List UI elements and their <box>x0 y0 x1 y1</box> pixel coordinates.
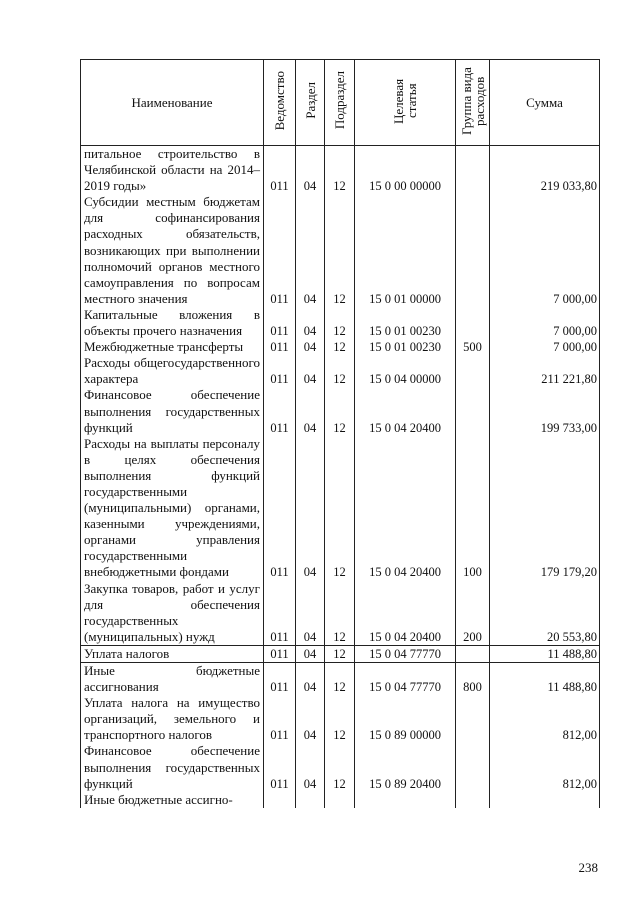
cell-name: Иные бюджетные ассигно- <box>81 792 264 808</box>
cell-vedomstvo: 011 <box>264 743 296 791</box>
table-row <box>81 695 600 743</box>
cell-summa: 812,00 <box>490 695 600 743</box>
cell-podrazdel: 12 <box>325 581 355 646</box>
header-gruppa-label: Группа вида расходов <box>458 66 487 135</box>
cell-razdel: 04 <box>296 339 325 355</box>
cell-vedomstvo: 011 <box>264 387 296 435</box>
cell-razdel: 04 <box>296 581 325 646</box>
cell-celevaya: 15 0 89 00000 <box>355 695 456 743</box>
cell-vedomstvo: 011 <box>264 695 296 743</box>
cell-vedomstvo: 011 <box>264 194 296 307</box>
header-razdel-label: Раздел <box>302 82 318 119</box>
cell-name: Капитальные вложения в объекты прочего назначения <box>81 307 264 339</box>
cell-gruppa <box>456 695 490 743</box>
cell-vedomstvo: 011 <box>264 355 296 387</box>
cell-vedomstvo: 011 <box>264 663 296 696</box>
cell-name: Субсидии местным бюджетам для софинансирования расходных обязательств, возникающих при выполнении полномочий органов местного самоуправления по вопросам местного значения <box>81 194 264 307</box>
cell-name: Уплата налога на имущество организаций, земельного и транспортного налогов <box>81 695 264 743</box>
cell-name: Уплата налогов <box>81 645 264 662</box>
cell-podrazdel: 12 <box>325 436 355 581</box>
cell-gruppa: 200 <box>456 581 490 646</box>
cell-podrazdel: 12 <box>325 387 355 435</box>
cell-razdel <box>296 792 325 808</box>
cell-podrazdel: 12 <box>325 695 355 743</box>
cell-celevaya: 15 0 89 20400 <box>355 743 456 791</box>
cell-podrazdel: 12 <box>325 663 355 696</box>
cell-celevaya: 15 0 04 20400 <box>355 436 456 581</box>
cell-name: питальное строительство в Челябинской области на 2014–2019 годы» <box>81 146 264 195</box>
cell-summa: 219 033,80 <box>490 146 600 195</box>
cell-summa: 199 733,00 <box>490 387 600 435</box>
cell-summa <box>490 792 600 808</box>
cell-name: Закупка товаров, работ и услуг для обеспечения государственных (муниципальных) нужд <box>81 581 264 646</box>
cell-celevaya: 15 0 01 00000 <box>355 194 456 307</box>
cell-gruppa: 500 <box>456 339 490 355</box>
cell-gruppa <box>456 387 490 435</box>
cell-podrazdel: 12 <box>325 146 355 195</box>
header-name: Наименование <box>81 60 264 146</box>
cell-name: Иные бюджетные ассигнования <box>81 663 264 696</box>
table-row <box>81 339 600 355</box>
cell-celevaya: 15 0 04 20400 <box>355 387 456 435</box>
cell-name: Финансовое обеспечение выполнения государственных функций <box>81 743 264 791</box>
cell-summa: 11 488,80 <box>490 663 600 696</box>
table-row <box>81 436 600 581</box>
cell-summa: 812,00 <box>490 743 600 791</box>
cell-razdel: 04 <box>296 307 325 339</box>
cell-podrazdel: 12 <box>325 645 355 662</box>
header-celevaya-label: Целевая статья <box>391 77 419 124</box>
cell-razdel: 04 <box>296 436 325 581</box>
cell-vedomstvo: 011 <box>264 645 296 662</box>
cell-razdel: 04 <box>296 695 325 743</box>
table-row <box>81 645 600 662</box>
cell-celevaya: 15 0 01 00230 <box>355 307 456 339</box>
cell-podrazdel <box>325 792 355 808</box>
cell-vedomstvo: 011 <box>264 436 296 581</box>
cell-summa: 7 000,00 <box>490 194 600 307</box>
table-body <box>81 146 600 808</box>
table-row <box>81 194 600 307</box>
cell-razdel: 04 <box>296 743 325 791</box>
cell-gruppa <box>456 146 490 195</box>
cell-summa: 20 553,80 <box>490 581 600 646</box>
cell-podrazdel: 12 <box>325 194 355 307</box>
cell-vedomstvo: 011 <box>264 307 296 339</box>
budget-table <box>80 59 600 808</box>
cell-gruppa <box>456 194 490 307</box>
header-podrazdel-label: Подраздел <box>332 71 347 130</box>
cell-name: Расходы общегосударственного характера <box>81 355 264 387</box>
cell-razdel: 04 <box>296 663 325 696</box>
cell-celevaya <box>355 792 456 808</box>
cell-name: Межбюджетные трансферты <box>81 339 264 355</box>
header-celevaya <box>355 60 456 146</box>
page-number: 238 <box>578 860 598 875</box>
cell-vedomstvo: 011 <box>264 581 296 646</box>
cell-summa: 7 000,00 <box>490 307 600 339</box>
cell-razdel: 04 <box>296 146 325 195</box>
cell-gruppa <box>456 645 490 662</box>
header-podrazdel <box>325 60 355 146</box>
cell-podrazdel: 12 <box>325 355 355 387</box>
cell-razdel: 04 <box>296 645 325 662</box>
cell-celevaya: 15 0 04 77770 <box>355 663 456 696</box>
table-header <box>81 60 600 146</box>
cell-razdel: 04 <box>296 387 325 435</box>
table-row <box>81 307 600 339</box>
cell-celevaya: 15 0 04 77770 <box>355 645 456 662</box>
cell-celevaya: 15 0 04 20400 <box>355 581 456 646</box>
cell-summa: 179 179,20 <box>490 436 600 581</box>
cell-gruppa <box>456 355 490 387</box>
header-vedomstvo-label: Ведомство <box>272 70 287 131</box>
table-row <box>81 743 600 791</box>
cell-podrazdel: 12 <box>325 307 355 339</box>
cell-gruppa: 800 <box>456 663 490 696</box>
table-row <box>81 663 600 696</box>
header-summa: Сумма <box>490 60 600 146</box>
cell-name: Расходы на выплаты персоналу в целях обеспечения выполнения функций государственными (муниципальными) органами, казенными учреждениями, органами управления государственными внебюджетными фондами <box>81 436 264 581</box>
cell-podrazdel: 12 <box>325 339 355 355</box>
cell-gruppa <box>456 743 490 791</box>
cell-summa: 211 221,80 <box>490 355 600 387</box>
cell-podrazdel: 12 <box>325 743 355 791</box>
cell-razdel: 04 <box>296 194 325 307</box>
cell-gruppa <box>456 307 490 339</box>
header-vedomstvo <box>264 60 296 146</box>
cell-celevaya: 15 0 04 00000 <box>355 355 456 387</box>
cell-gruppa: 100 <box>456 436 490 581</box>
cell-vedomstvo: 011 <box>264 339 296 355</box>
cell-celevaya: 15 0 01 00230 <box>355 339 456 355</box>
cell-vedomstvo <box>264 792 296 808</box>
table-row <box>81 792 600 808</box>
table-row <box>81 146 600 195</box>
table-row <box>81 387 600 435</box>
header-gruppa <box>456 60 490 146</box>
table-row <box>81 581 600 646</box>
cell-summa: 7 000,00 <box>490 339 600 355</box>
table-row <box>81 355 600 387</box>
cell-gruppa <box>456 792 490 808</box>
cell-razdel: 04 <box>296 355 325 387</box>
header-razdel <box>296 60 325 146</box>
cell-vedomstvo: 011 <box>264 146 296 195</box>
cell-summa: 11 488,80 <box>490 645 600 662</box>
cell-celevaya: 15 0 00 00000 <box>355 146 456 195</box>
cell-name: Финансовое обеспечение выполнения государственных функций <box>81 387 264 435</box>
